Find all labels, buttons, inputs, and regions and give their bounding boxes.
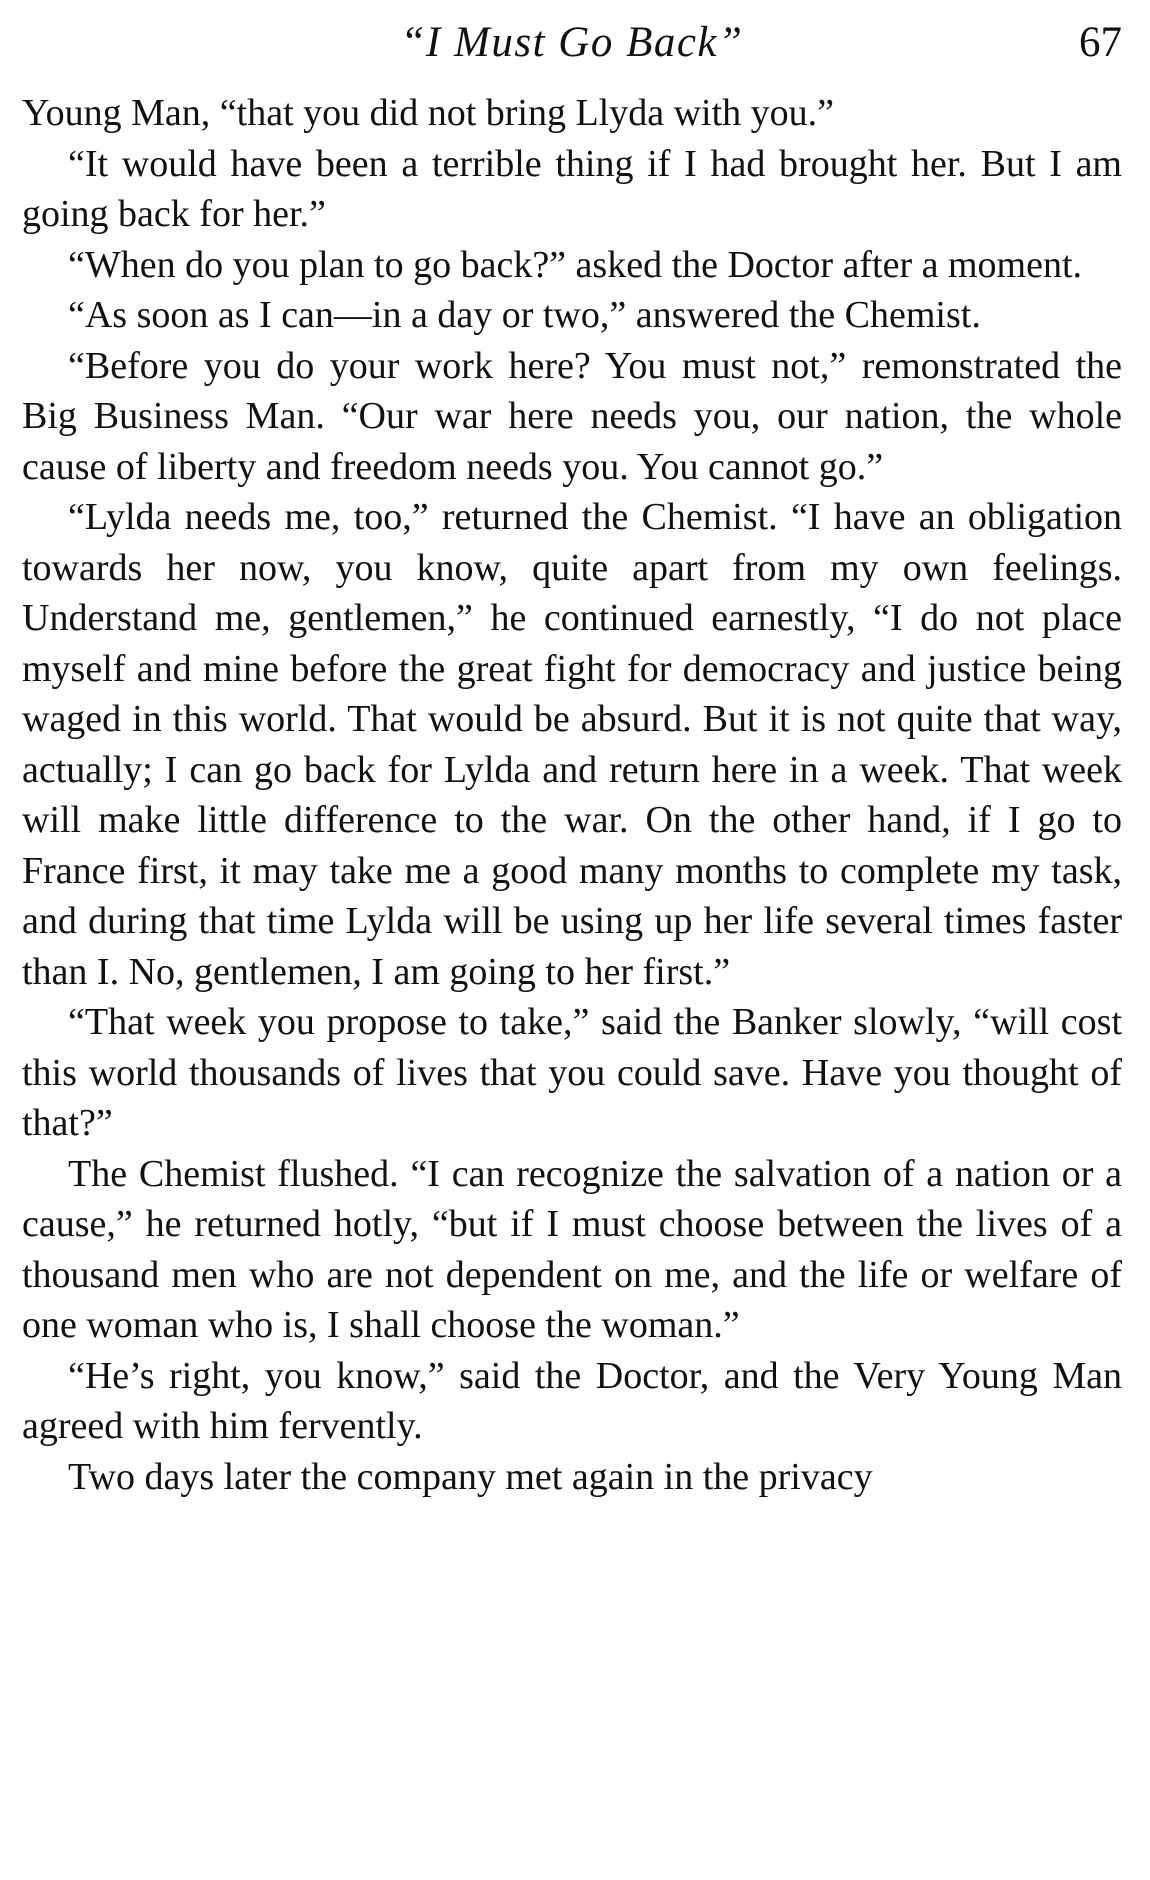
- paragraph: “He’s right, you know,” said the Doctor, and the Very Young Man agreed with him fervently.: [22, 1354, 1122, 1447]
- paragraph: “Lylda needs me, too,” returned the Chemist. “I have an obligation towards her now, you know, quite apart from my own feelings. Understand me, gentlemen,” he continued earnestly, “I do not place myself and mine before the great fight for democracy and justice being waged in this world. That would be absurd. But it is not quite that way, actually; I can go back for Lylda and return here in a week. That week will make little difference to the war. On the other hand, if I go to France first, it may take me a good many months to complete my task, and during that time Lylda will be using up her life several times faster than I. No, gentlemen, I am going to her first.”: [22, 496, 1122, 993]
- page-header: [22, 12, 1122, 88]
- book-page: [22, 12, 1122, 1502]
- page-number: 67: [1079, 19, 1122, 66]
- body-text: [22, 88, 1122, 1502]
- paragraph: “That week you propose to take,” said the Banker slowly, “will cost this world thousands of lives that you could save. Have you thought of that?”: [22, 1001, 1122, 1144]
- paragraph: Two days later the company met again in the privacy: [68, 1455, 873, 1498]
- paragraph: Young Man, “that you did not bring Llyda with you.”: [22, 92, 835, 134]
- running-title: “I Must Go Back”: [400, 19, 744, 66]
- paragraph: “As soon as I can—in a day or two,” answered the Chemist.: [68, 294, 981, 336]
- paragraph: “When do you plan to go back?” asked the Doctor after a moment.: [68, 243, 1083, 286]
- paragraph: “Before you do your work here? You must not,” remonstrated the Big Business Man. “Our war here needs you, our nation, the whole cause of liberty and freedom needs you. You cannot go.”: [22, 344, 1122, 488]
- paragraph: The Chemist flushed. “I can recognize the salvation of a nation or a cause,” he returned hotly, “but if I must choose between the lives of a thousand men who are not dependent on me, and the life or welfare of one woman who is, I shall choose the woman.”: [22, 1152, 1122, 1346]
- paragraph: “It would have been a terrible thing if I had brought her. But I am going back for her.”: [22, 142, 1122, 235]
